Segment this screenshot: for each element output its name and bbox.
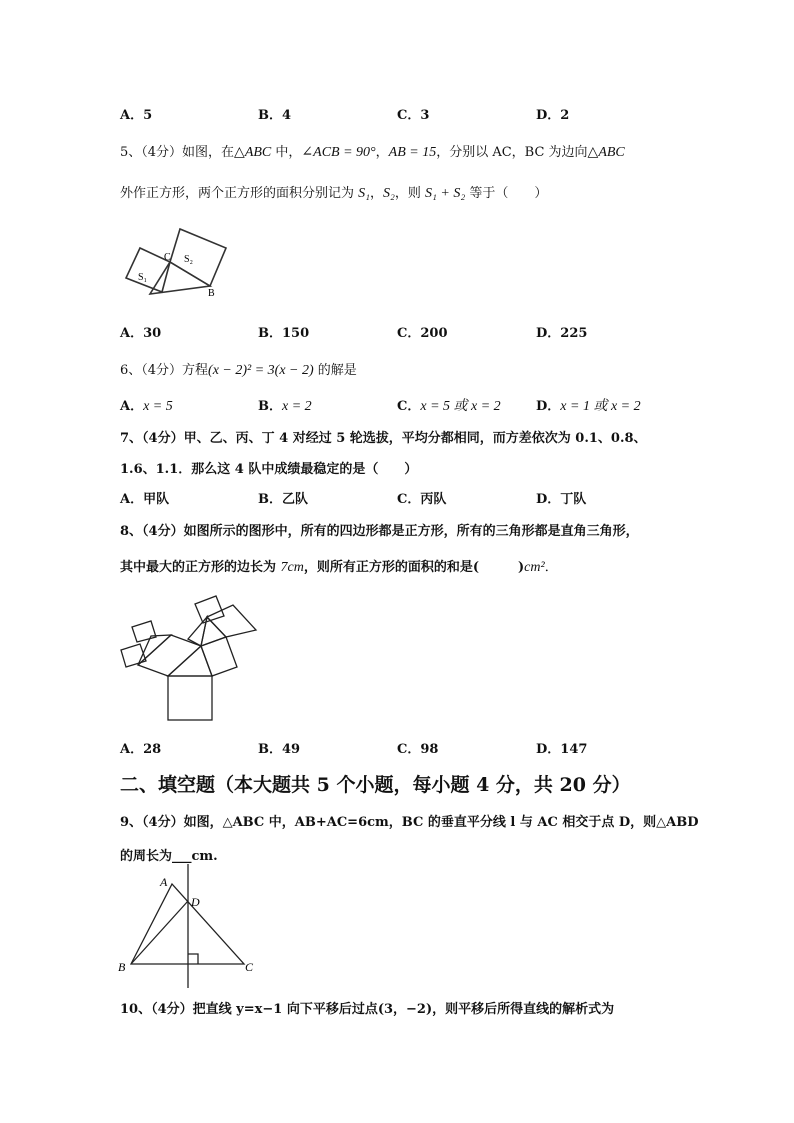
q6-option-c: C．x = 5 或 x = 2 [397,399,501,414]
q5-line1: 5、（4分）如图，在△ABC 中，∠ACB = 90°，AB = 15，分别以 AC，BC 为边向△ABC [120,145,625,160]
q8-line1: 8、（4分）如图所示的图形中，所有的四边形都是正方形，所有的三角形都是直角三角形， [120,524,639,539]
q5-option-c: C．200 [397,326,448,341]
q5-option-d: D．225 [536,326,588,341]
q7-line1: 7、（4分）甲、乙、丙、丁 4 对经过 5 轮选拔，平均分都相同，而方差依次为 0.1、0.8、 [120,431,647,446]
q9-segment-bd [131,901,188,964]
q8-option-b: B．49 [258,742,301,757]
q8-option-c: C．98 [397,742,439,757]
q6-stem: 6、（4分）方程(x − 2)² = 3(x − 2) 的解是 [120,363,357,378]
q4-option-a: A．5 [120,108,153,123]
q5-figure [118,222,258,302]
q5-label-s1: S₁ [138,272,148,283]
q5-square-s2 [170,229,226,286]
q6-option-d: D．x = 1 或 x = 2 [536,399,641,414]
q9-label-c: C [245,960,254,974]
q8-largest-square [168,676,212,720]
q8-lower-left-triangle [138,635,171,665]
q8-right-square [201,637,237,676]
q8-top-right-square [207,605,256,637]
q6-option-a: A．x = 5 [120,399,173,414]
q7-option-c: C．丙队 [397,492,447,507]
q8-right-triangle [201,617,226,646]
q7-option-a: A．甲队 [120,492,170,507]
q7-line2: 1.6、1.1．那么这 4 队中成绩最稳定的是（ ） [120,462,418,477]
q4-option-b: B．4 [258,108,292,123]
q9-line2: 的周长为___cm. [120,849,218,864]
q5-label-s2: S₂ [184,254,194,265]
q7-option-b: B．乙队 [258,492,308,507]
q9-figure [116,864,266,990]
q5-label-b: B [208,288,215,299]
q7-option-d: D．丁队 [536,492,587,507]
q9-right-angle-mark [188,954,198,964]
q10-line1: 10、（4分）把直线 y=x−1 向下平移后过点(3，−2)，则平移后所得直线的解析式为 [120,1002,615,1017]
q8-small-square-top [132,621,156,642]
q9-label-d: D [191,895,200,909]
q9-line1: 9、（4分）如图，△ABC 中，AB+AC=6cm，BC 的垂直平分线 l 与 AC 相交于点 D，则△ABD [120,815,699,830]
q5-option-b: B．150 [258,326,310,341]
q8-option-d: D．147 [536,742,588,757]
q5-triangle [150,262,210,294]
q9-label-b: B [118,960,126,974]
q8-figure [118,592,263,722]
q8-line2: 其中最大的正方形的边长为 7cm，则所有正方形的面积的和是( )cm²． [120,560,558,575]
q8-main-triangle [168,646,212,676]
section2-title: 二、填空题（本大题共 5 个小题，每小题 4 分，共 20 分） [120,774,631,796]
q9-label-a: A [160,875,168,889]
q5-option-a: A．30 [120,326,162,341]
q8-option-a: A．28 [120,742,162,757]
q5-label-c: C [164,252,171,263]
q6-option-b: B．x = 2 [258,399,312,414]
q4-option-d: D．2 [536,108,570,123]
q5-line2: 外作正方形，两个正方形的面积分别记为 S₁，S₂，则 S₁ + S₂ 等于（ ） [120,186,548,201]
q4-option-c: C．3 [397,108,430,123]
